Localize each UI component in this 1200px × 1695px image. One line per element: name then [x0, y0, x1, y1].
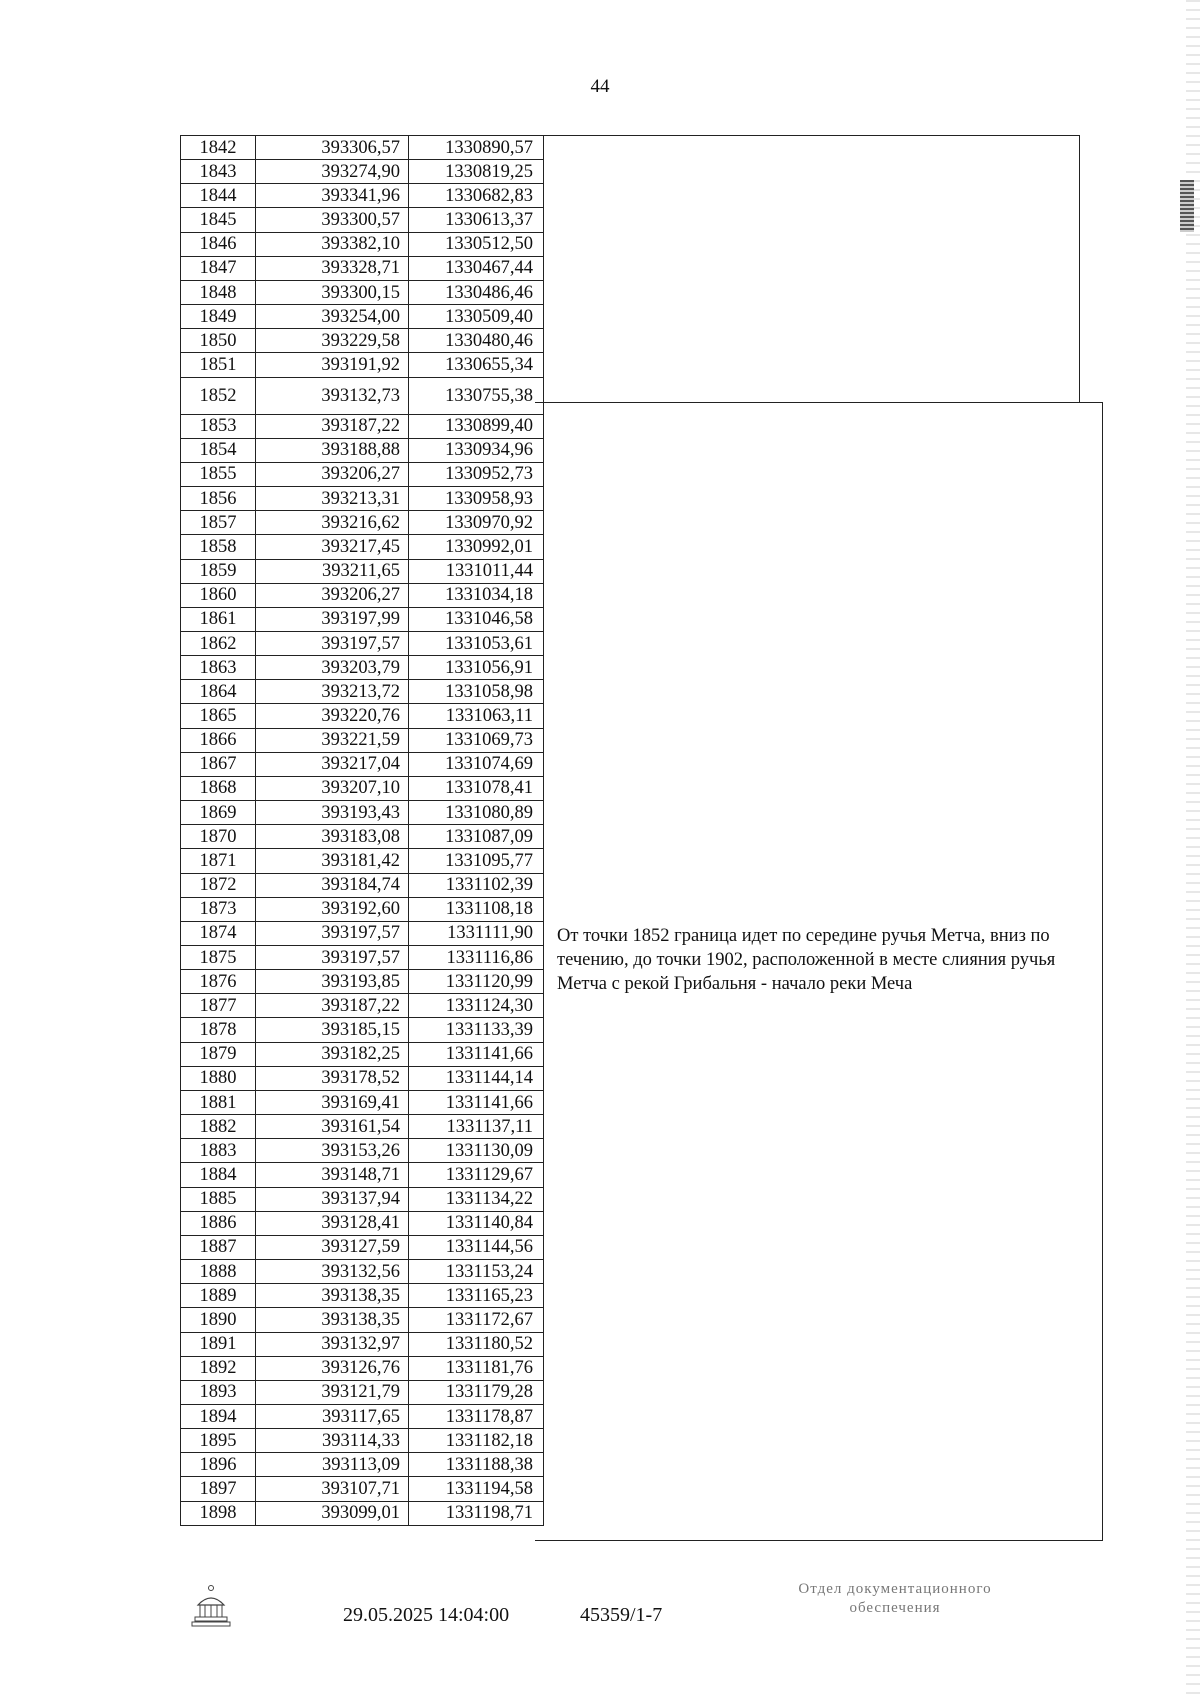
point-number-cell: 1853 [181, 414, 256, 438]
point-number-cell: 1889 [181, 1284, 256, 1308]
table-row [181, 1477, 544, 1501]
table-row [181, 656, 544, 680]
point-number-cell: 1867 [181, 752, 256, 776]
x-coordinate-cell: 393220,76 [256, 704, 409, 728]
table-row [181, 752, 544, 776]
x-coordinate-cell: 393182,25 [256, 1042, 409, 1066]
point-number-cell: 1876 [181, 970, 256, 994]
x-coordinate-cell: 393193,85 [256, 970, 409, 994]
point-number-cell: 1880 [181, 1066, 256, 1090]
y-coordinate-cell: 1331011,44 [409, 559, 544, 583]
point-number-cell: 1888 [181, 1260, 256, 1284]
y-coordinate-cell: 1331129,67 [409, 1163, 544, 1187]
y-coordinate-cell: 1331140,84 [409, 1211, 544, 1235]
table-row [181, 487, 544, 511]
x-coordinate-cell: 393153,26 [256, 1139, 409, 1163]
y-coordinate-cell: 1331180,52 [409, 1332, 544, 1356]
y-coordinate-cell: 1330899,40 [409, 414, 544, 438]
x-coordinate-cell: 393203,79 [256, 656, 409, 680]
department-stamp [755, 1580, 1035, 1618]
table-row [181, 1356, 544, 1380]
x-coordinate-cell: 393197,57 [256, 946, 409, 970]
x-coordinate-cell: 393254,00 [256, 305, 409, 329]
point-number-cell: 1870 [181, 825, 256, 849]
table-row [181, 1332, 544, 1356]
table-row [181, 559, 544, 583]
point-number-cell: 1875 [181, 946, 256, 970]
table-row [181, 970, 544, 994]
point-number-cell: 1898 [181, 1501, 256, 1525]
point-number-cell: 1871 [181, 849, 256, 873]
table-row [181, 728, 544, 752]
table-row [181, 631, 544, 655]
table-row [181, 1235, 544, 1259]
x-coordinate-cell: 393128,41 [256, 1211, 409, 1235]
table-row [181, 280, 544, 304]
point-number-cell: 1868 [181, 776, 256, 800]
table-row [181, 511, 544, 535]
x-coordinate-cell: 393113,09 [256, 1453, 409, 1477]
y-coordinate-cell: 1330819,25 [409, 160, 544, 184]
x-coordinate-cell: 393138,35 [256, 1284, 409, 1308]
point-number-cell: 1895 [181, 1429, 256, 1453]
table-row [181, 825, 544, 849]
description-cell [535, 402, 1103, 1541]
table-row [181, 680, 544, 704]
table-row [181, 897, 544, 921]
y-coordinate-cell: 1331108,18 [409, 897, 544, 921]
point-number-cell: 1872 [181, 873, 256, 897]
x-coordinate-cell: 393127,59 [256, 1235, 409, 1259]
y-coordinate-cell: 1331188,38 [409, 1453, 544, 1477]
y-coordinate-cell: 1330512,50 [409, 232, 544, 256]
point-number-cell: 1866 [181, 728, 256, 752]
x-coordinate-cell: 393382,10 [256, 232, 409, 256]
y-coordinate-cell: 1330890,57 [409, 136, 544, 160]
x-coordinate-cell: 393221,59 [256, 728, 409, 752]
point-number-cell: 1847 [181, 256, 256, 280]
x-coordinate-cell: 393306,57 [256, 136, 409, 160]
point-number-cell: 1897 [181, 1477, 256, 1501]
page-number: 44 [590, 76, 610, 97]
table-row [181, 438, 544, 462]
scan-edge-artifact [1186, 0, 1200, 1695]
scan-barcode-mark [1180, 180, 1194, 232]
y-coordinate-cell: 1331120,99 [409, 970, 544, 994]
y-coordinate-cell: 1331182,18 [409, 1429, 544, 1453]
y-coordinate-cell: 1331111,90 [409, 921, 544, 945]
point-number-cell: 1849 [181, 305, 256, 329]
x-coordinate-cell: 393341,96 [256, 184, 409, 208]
table-row [181, 704, 544, 728]
table-row [181, 801, 544, 825]
table-row [181, 1211, 544, 1235]
table-row [181, 946, 544, 970]
x-coordinate-cell: 393216,62 [256, 511, 409, 535]
y-coordinate-cell: 1331080,89 [409, 801, 544, 825]
x-coordinate-cell: 393121,79 [256, 1380, 409, 1404]
point-number-cell: 1892 [181, 1356, 256, 1380]
point-number-cell: 1851 [181, 353, 256, 377]
x-coordinate-cell: 393169,41 [256, 1090, 409, 1114]
point-number-cell: 1885 [181, 1187, 256, 1211]
x-coordinate-cell: 393183,08 [256, 825, 409, 849]
x-coordinate-cell: 393206,27 [256, 583, 409, 607]
y-coordinate-cell: 1331198,71 [409, 1501, 544, 1525]
table-row [181, 305, 544, 329]
x-coordinate-cell: 393187,22 [256, 994, 409, 1018]
y-coordinate-cell: 1331063,11 [409, 704, 544, 728]
point-number-cell: 1883 [181, 1139, 256, 1163]
y-coordinate-cell: 1331116,86 [409, 946, 544, 970]
x-coordinate-cell: 393137,94 [256, 1187, 409, 1211]
table-row [181, 329, 544, 353]
point-number-cell: 1881 [181, 1090, 256, 1114]
point-number-cell: 1864 [181, 680, 256, 704]
y-coordinate-cell: 1330613,37 [409, 208, 544, 232]
point-number-cell: 1843 [181, 160, 256, 184]
point-number-cell: 1846 [181, 232, 256, 256]
y-coordinate-cell: 1330755,38 [409, 377, 544, 414]
y-coordinate-cell: 1331069,73 [409, 728, 544, 752]
description-cell-empty [535, 135, 1080, 403]
footer-document-number: 45359/1-7 [580, 1604, 663, 1626]
table-row [181, 208, 544, 232]
point-number-cell: 1854 [181, 438, 256, 462]
table-row [181, 583, 544, 607]
department-stamp-line-2: обеспечения [849, 1600, 941, 1616]
y-coordinate-cell: 1331034,18 [409, 583, 544, 607]
table-row [181, 1308, 544, 1332]
x-coordinate-cell: 393161,54 [256, 1115, 409, 1139]
x-coordinate-cell: 393300,57 [256, 208, 409, 232]
table-row [181, 414, 544, 438]
point-number-cell: 1848 [181, 280, 256, 304]
x-coordinate-cell: 393300,15 [256, 280, 409, 304]
point-number-cell: 1891 [181, 1332, 256, 1356]
x-coordinate-cell: 393207,10 [256, 776, 409, 800]
table-row [181, 160, 544, 184]
x-coordinate-cell: 393132,73 [256, 377, 409, 414]
footer-datetime: 29.05.2025 14:04:00 [343, 1604, 510, 1626]
x-coordinate-cell: 393188,88 [256, 438, 409, 462]
y-coordinate-cell: 1330992,01 [409, 535, 544, 559]
x-coordinate-cell: 393192,60 [256, 897, 409, 921]
table-row [181, 1380, 544, 1404]
x-coordinate-cell: 393213,31 [256, 487, 409, 511]
y-coordinate-cell: 1331130,09 [409, 1139, 544, 1163]
x-coordinate-cell: 393213,72 [256, 680, 409, 704]
point-number-cell: 1860 [181, 583, 256, 607]
x-coordinate-cell: 393185,15 [256, 1018, 409, 1042]
x-coordinate-cell: 393197,57 [256, 631, 409, 655]
y-coordinate-cell: 1331153,24 [409, 1260, 544, 1284]
point-number-cell: 1856 [181, 487, 256, 511]
table-row [181, 1453, 544, 1477]
point-number-cell: 1886 [181, 1211, 256, 1235]
table-row [181, 136, 544, 160]
x-coordinate-cell: 393138,35 [256, 1308, 409, 1332]
point-number-cell: 1877 [181, 994, 256, 1018]
point-number-cell: 1869 [181, 801, 256, 825]
y-coordinate-cell: 1331179,28 [409, 1380, 544, 1404]
point-number-cell: 1858 [181, 535, 256, 559]
y-coordinate-cell: 1331134,22 [409, 1187, 544, 1211]
table-row [181, 1187, 544, 1211]
table-row [181, 1429, 544, 1453]
table-row [181, 377, 544, 414]
y-coordinate-cell: 1331056,91 [409, 656, 544, 680]
table-row [181, 1163, 544, 1187]
point-number-cell: 1878 [181, 1018, 256, 1042]
point-number-cell: 1855 [181, 462, 256, 486]
table-row [181, 232, 544, 256]
y-coordinate-cell: 1331102,39 [409, 873, 544, 897]
x-coordinate-cell: 393184,74 [256, 873, 409, 897]
table-row [181, 535, 544, 559]
coordinates-table [180, 135, 544, 1526]
y-coordinate-cell: 1330467,44 [409, 256, 544, 280]
y-coordinate-cell: 1331095,77 [409, 849, 544, 873]
x-coordinate-cell: 393229,58 [256, 329, 409, 353]
point-number-cell: 1852 [181, 377, 256, 414]
y-coordinate-cell: 1331074,69 [409, 752, 544, 776]
table-row [181, 776, 544, 800]
y-coordinate-cell: 1330952,73 [409, 462, 544, 486]
table-row [181, 607, 544, 631]
emblem-icon [190, 1583, 232, 1628]
table-row [181, 849, 544, 873]
table-row [181, 1260, 544, 1284]
x-coordinate-cell: 393197,57 [256, 921, 409, 945]
table-row [181, 921, 544, 945]
x-coordinate-cell: 393191,92 [256, 353, 409, 377]
y-coordinate-cell: 1331058,98 [409, 680, 544, 704]
y-coordinate-cell: 1331172,67 [409, 1308, 544, 1332]
y-coordinate-cell: 1331137,11 [409, 1115, 544, 1139]
y-coordinate-cell: 1330486,46 [409, 280, 544, 304]
x-coordinate-cell: 393132,56 [256, 1260, 409, 1284]
point-number-cell: 1893 [181, 1380, 256, 1404]
x-coordinate-cell: 393211,65 [256, 559, 409, 583]
y-coordinate-cell: 1331141,66 [409, 1042, 544, 1066]
table-row [181, 184, 544, 208]
x-coordinate-cell: 393206,27 [256, 462, 409, 486]
point-number-cell: 1861 [181, 607, 256, 631]
y-coordinate-cell: 1331181,76 [409, 1356, 544, 1380]
y-coordinate-cell: 1330682,83 [409, 184, 544, 208]
y-coordinate-cell: 1330970,92 [409, 511, 544, 535]
x-coordinate-cell: 393099,01 [256, 1501, 409, 1525]
point-number-cell: 1845 [181, 208, 256, 232]
y-coordinate-cell: 1330655,34 [409, 353, 544, 377]
y-coordinate-cell: 1331144,14 [409, 1066, 544, 1090]
y-coordinate-cell: 1331141,66 [409, 1090, 544, 1114]
y-coordinate-cell: 1331078,41 [409, 776, 544, 800]
point-number-cell: 1890 [181, 1308, 256, 1332]
table-row [181, 353, 544, 377]
y-coordinate-cell: 1330958,93 [409, 487, 544, 511]
table-row [181, 1404, 544, 1428]
x-coordinate-cell: 393274,90 [256, 160, 409, 184]
x-coordinate-cell: 393107,71 [256, 1477, 409, 1501]
x-coordinate-cell: 393117,65 [256, 1404, 409, 1428]
y-coordinate-cell: 1331046,58 [409, 607, 544, 631]
y-coordinate-cell: 1331194,58 [409, 1477, 544, 1501]
table-row [181, 873, 544, 897]
table-row [181, 1501, 544, 1525]
y-coordinate-cell: 1331124,30 [409, 994, 544, 1018]
x-coordinate-cell: 393148,71 [256, 1163, 409, 1187]
point-number-cell: 1842 [181, 136, 256, 160]
y-coordinate-cell: 1330509,40 [409, 305, 544, 329]
y-coordinate-cell: 1331133,39 [409, 1018, 544, 1042]
y-coordinate-cell: 1331178,87 [409, 1404, 544, 1428]
table-row [181, 462, 544, 486]
point-number-cell: 1850 [181, 329, 256, 353]
y-coordinate-cell: 1330934,96 [409, 438, 544, 462]
x-coordinate-cell: 393217,45 [256, 535, 409, 559]
point-number-cell: 1844 [181, 184, 256, 208]
point-number-cell: 1884 [181, 1163, 256, 1187]
y-coordinate-cell: 1331165,23 [409, 1284, 544, 1308]
point-number-cell: 1896 [181, 1453, 256, 1477]
point-number-cell: 1863 [181, 656, 256, 680]
point-number-cell: 1873 [181, 897, 256, 921]
table-row [181, 1042, 544, 1066]
boundary-description: От точки 1852 граница идет по середине ручья Метча, вниз по течению, до точки 1902, расположенной в месте слияния ручья Метча с рекой Грибальня - начало реки Меча [557, 926, 1056, 994]
table-row [181, 1090, 544, 1114]
table-row [181, 1066, 544, 1090]
x-coordinate-cell: 393178,52 [256, 1066, 409, 1090]
y-coordinate-cell: 1331053,61 [409, 631, 544, 655]
y-coordinate-cell: 1331144,56 [409, 1235, 544, 1259]
y-coordinate-cell: 1331087,09 [409, 825, 544, 849]
table-row [181, 1018, 544, 1042]
y-coordinate-cell: 1330480,46 [409, 329, 544, 353]
x-coordinate-cell: 393197,99 [256, 607, 409, 631]
x-coordinate-cell: 393126,76 [256, 1356, 409, 1380]
table-row [181, 1284, 544, 1308]
x-coordinate-cell: 393181,42 [256, 849, 409, 873]
x-coordinate-cell: 393187,22 [256, 414, 409, 438]
x-coordinate-cell: 393193,43 [256, 801, 409, 825]
table-row [181, 256, 544, 280]
point-number-cell: 1865 [181, 704, 256, 728]
table-row [181, 994, 544, 1018]
x-coordinate-cell: 393114,33 [256, 1429, 409, 1453]
x-coordinate-cell: 393217,04 [256, 752, 409, 776]
department-stamp-line-1: Отдел документационного [798, 1581, 992, 1597]
point-number-cell: 1894 [181, 1404, 256, 1428]
coordinates-table-wrapper [180, 135, 544, 1526]
table-row [181, 1139, 544, 1163]
table-row [181, 1115, 544, 1139]
coordinates-table-body [181, 136, 544, 1526]
x-coordinate-cell: 393132,97 [256, 1332, 409, 1356]
point-number-cell: 1857 [181, 511, 256, 535]
x-coordinate-cell: 393328,71 [256, 256, 409, 280]
point-number-cell: 1874 [181, 921, 256, 945]
point-number-cell: 1859 [181, 559, 256, 583]
point-number-cell: 1879 [181, 1042, 256, 1066]
point-number-cell: 1862 [181, 631, 256, 655]
point-number-cell: 1882 [181, 1115, 256, 1139]
point-number-cell: 1887 [181, 1235, 256, 1259]
